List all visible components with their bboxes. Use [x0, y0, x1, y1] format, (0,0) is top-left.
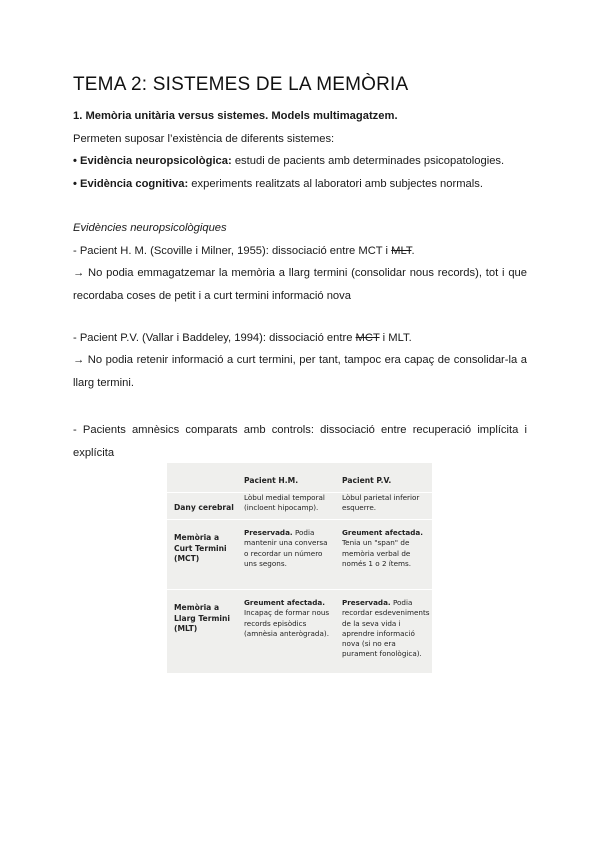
cell-line: purament fonològica). — [342, 649, 422, 659]
cell-line — [342, 528, 423, 538]
amnesic-patients-paragraph — [73, 419, 527, 465]
cell-line: (amnèsia anterògrada). — [244, 628, 329, 638]
cell-line — [244, 598, 329, 608]
bullet-text: experiments realitzats al laboratori amb subjectes normals. — [188, 178, 483, 190]
cell-line: memòria verbal de — [342, 548, 411, 558]
struck-text: MCT — [355, 332, 380, 344]
cell-line: records episòdics — [244, 618, 307, 628]
patient-hm-text: - Pacient H. M. (Scoville i Milner, 1955): dissociació entre MCT i — [73, 245, 392, 257]
cell-line: recordar esdeveniments — [342, 608, 430, 618]
column-header-pv: Pacient P.V. — [342, 476, 392, 485]
bullet-label: • Evidència neuropsicològica: — [73, 155, 232, 167]
label-line: Memòria a — [174, 533, 220, 542]
patient-pv-text: - Pacient P.V. (Vallar i Baddeley, 1994): dissociació entre — [73, 332, 356, 344]
cell-line: Lòbul medial temporal — [244, 493, 325, 502]
cell-line: Preservada. Podia — [244, 528, 315, 537]
cell-pv-brain-damage — [342, 493, 419, 514]
cell-emphasis: Preservada. — [342, 598, 391, 607]
cell-line: (incloent hipocamp). — [244, 503, 319, 513]
comparison-table — [167, 463, 432, 673]
cell-hm-short-term — [244, 528, 327, 569]
patient-pv-text-end: i MLT. — [379, 332, 412, 344]
cell-hm-long-term — [244, 598, 329, 639]
patient-hm-line — [73, 245, 415, 257]
cell-emphasis: Preservada. — [244, 528, 293, 537]
cell-line: de la seva vida i — [342, 618, 401, 628]
cell-line: només 1 o 2 ítems. — [342, 558, 412, 568]
row-label-brain-damage: Dany cerebral — [174, 503, 234, 512]
label-line: Curt Termini — [174, 543, 227, 553]
bullet-cognitive — [73, 178, 483, 190]
bullet-text: estudi de pacients amb determinades psicopatologies. — [231, 155, 505, 167]
bullet-label: • Evidència cognitiva: — [73, 178, 189, 190]
cell-line: o recordar un número — [244, 548, 323, 558]
page-title: TEMA 2: SISTEMES DE LA MEMÒRIA — [73, 74, 409, 95]
table-divider — [167, 519, 432, 520]
column-header-hm: Pacient H.M. — [244, 476, 299, 485]
cell-line: esquerre. — [342, 503, 377, 513]
cell-line: uns segons. — [244, 558, 287, 568]
cell-hm-brain-damage — [244, 493, 325, 514]
section-heading — [73, 110, 398, 122]
patient-pv-explanation — [73, 349, 527, 395]
cell-pv-long-term — [342, 598, 430, 660]
explanation-line: → No podia emmagatzemar la memòria a llarg termini (consolidar nous records), tot i que — [73, 267, 527, 279]
cell-line: nova (si no era — [342, 639, 396, 649]
row-label-short-term — [174, 533, 227, 565]
paragraph-line: explícita — [73, 447, 115, 459]
explanation-line: recordaba coses de petit i a curt termini informació nova — [73, 290, 351, 302]
bullet-neuropsychological — [73, 155, 504, 167]
cell-line: aprendre informació — [342, 628, 415, 638]
cell-line: mantenir una conversa — [244, 538, 328, 548]
cell-pv-short-term — [342, 528, 423, 569]
cell-emphasis: Greument afectada. — [342, 528, 423, 537]
label-line: (MLT) — [174, 624, 198, 633]
cell-line: Lòbul parietal inferior — [342, 493, 420, 502]
label-line: Llarg Termini — [174, 613, 230, 623]
subsection-heading: Evidències neuropsicològiques — [73, 222, 227, 234]
explanation-line: llarg termini. — [73, 377, 134, 389]
row-label-long-term — [174, 603, 230, 635]
table-divider — [167, 589, 432, 590]
struck-text: MLT — [391, 245, 412, 257]
paragraph-line: - Pacients amnèsics comparats amb controls: dissociació entre recuperació implícita i — [73, 424, 527, 436]
patient-pv-line — [73, 332, 412, 344]
explanation-line: → No podia retenir informació a curt termini, per tant, tampoc era capaç de consolidar-la a — [73, 354, 527, 366]
patient-hm-explanation — [73, 262, 527, 308]
cell-line: Incapaç de formar nous — [244, 608, 330, 618]
punctuation: . — [411, 245, 415, 257]
cell-line: Preservada. Podia — [342, 598, 413, 607]
section-heading-text: 1. Memòria unitària versus sistemes. Models multimagatzem. — [73, 110, 398, 122]
intro-paragraph: Permeten suposar l’existència de diferents sistemes: — [73, 133, 335, 145]
cell-line: Tenia un "span" de — [342, 538, 410, 548]
label-line: (MCT) — [174, 554, 200, 563]
label-line: Memòria a — [174, 603, 220, 612]
cell-emphasis: Greument afectada. — [244, 598, 325, 607]
